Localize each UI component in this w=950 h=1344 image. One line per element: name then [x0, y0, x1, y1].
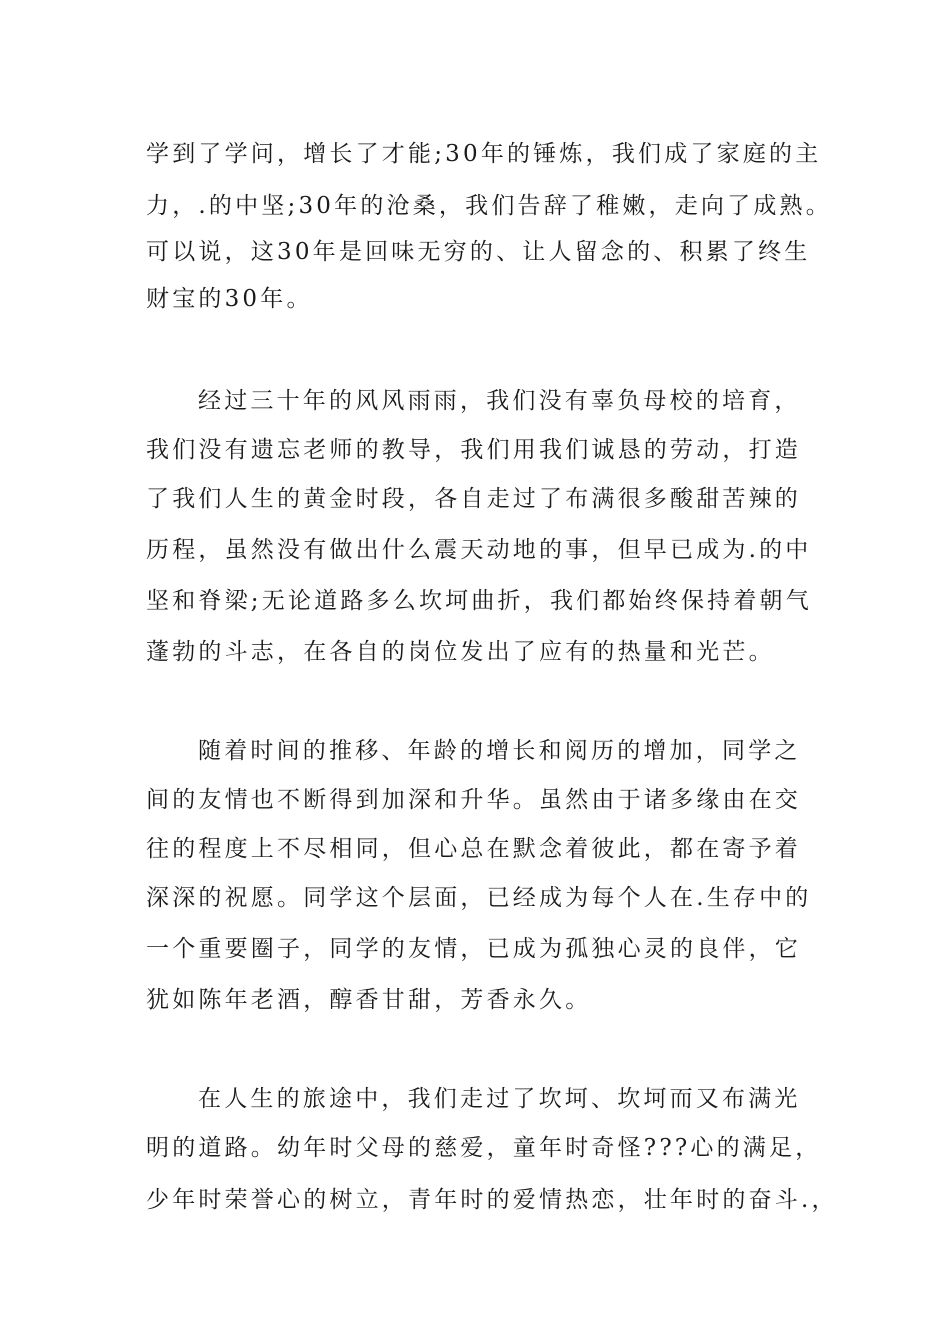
paragraph-3-line-3: 往的程度上不尽相同，但心总在默念着彼此，都在寄予着	[146, 836, 801, 862]
paragraph-4-line-1: 在人生的旅途中，我们走过了坎坷、坎坷而又布满光	[198, 1086, 801, 1112]
paragraph-2-line-3: 了我们人生的黄金时段，各自走过了布满很多酸甜苦辣的	[146, 486, 801, 512]
paragraph-2-line-2: 我们没有遗忘老师的教导，我们用我们诚恳的劳动，打造	[146, 437, 801, 463]
paragraph-1-line-4: 财宝的30年。	[146, 286, 313, 312]
paragraph-2-line-5: 坚和脊梁;无论道路多么坎坷曲折，我们都始终保持着朝气	[146, 588, 812, 614]
paragraph-3-line-5: 一个重要圈子，同学的友情，已成为孤独心灵的良伴，它	[146, 936, 801, 962]
paragraph-2-line-6: 蓬勃的斗志，在各自的岗位发出了应有的热量和光芒。	[146, 639, 775, 665]
paragraph-1-line-1: 学到了学问，增长了才能;30年的锤炼，我们成了家庭的主	[146, 141, 822, 167]
paragraph-3-line-4: 深深的祝愿。同学这个层面，已经成为每个人在.生存中的	[146, 885, 812, 911]
paragraph-3-line-1: 随着时间的推移、年龄的增长和阅历的增加，同学之	[198, 738, 801, 764]
paragraph-2-line-1: 经过三十年的风风雨雨，我们没有辜负母校的培育，	[198, 388, 801, 414]
paragraph-2-line-4: 历程，虽然没有做出什么震天动地的事，但早已成为.的中	[146, 537, 812, 563]
paragraph-1-line-3: 可以说，这30年是回味无穷的、让人留念的、积累了终生	[146, 239, 811, 265]
paragraph-1-line-2: 力，.的中坚;30年的沧桑，我们告辞了稚嫩，走向了成熟。	[146, 193, 832, 219]
paragraph-4-line-3: 少年时荣誉心的树立，青年时的爱情热恋，壮年时的奋斗.，	[146, 1187, 838, 1213]
paragraph-3-line-2: 间的友情也不断得到加深和升华。虽然由于诸多缘由在交	[146, 787, 801, 813]
paragraph-3-line-6: 犹如陈年老酒，醇香甘甜，芳香永久。	[146, 987, 592, 1013]
paragraph-4-line-2: 明的道路。幼年时父母的慈爱，童年时奇怪???心的满足，	[146, 1135, 822, 1161]
